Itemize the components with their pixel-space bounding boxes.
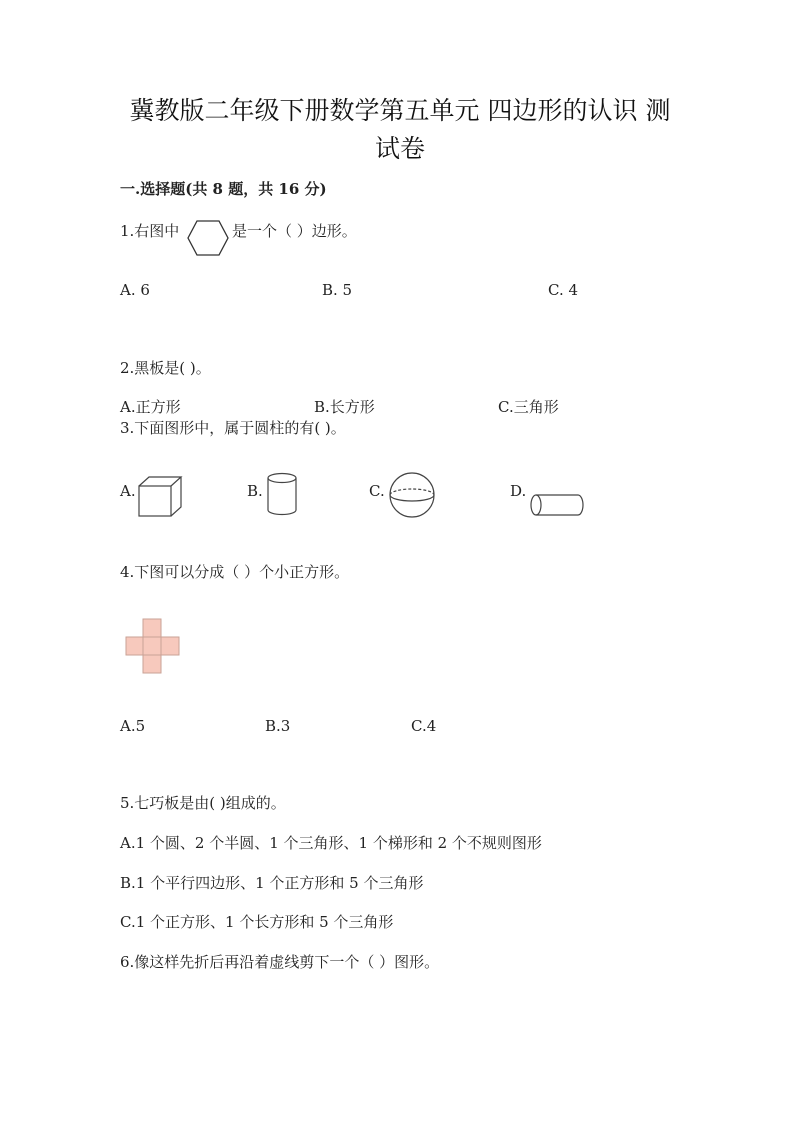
q2-option-c[interactable]: C.三角形: [498, 398, 559, 416]
q1-suffix: 是一个（ ）边形。: [232, 222, 357, 240]
q5-option-b[interactable]: B.1 个平行四边形、1 个正方形和 5 个三角形: [120, 874, 424, 892]
small-square-left: [126, 637, 144, 655]
q6-stem: 6.像这样先折后再沿着虚线剪下一个（ ）图形。: [120, 953, 440, 971]
small-square-top: [143, 619, 161, 637]
page-title: [100, 92, 700, 168]
q5-stem: 5.七巧板是由( )组成的。: [120, 794, 286, 812]
q2-option-b[interactable]: B.长方形: [314, 398, 375, 416]
title-line-1: 冀教版二年级下册数学第五单元 四边形的认识 测: [129, 96, 671, 125]
cross-squares-figure: [125, 618, 181, 674]
q2-option-a[interactable]: A.正方形: [120, 398, 181, 416]
q3-option-c[interactable]: C.: [369, 482, 385, 500]
q3-option-a[interactable]: A.: [120, 482, 136, 500]
q2-stem: 2.黑板是( )。: [120, 359, 211, 377]
small-square-right: [161, 637, 179, 655]
q4-option-c[interactable]: C.4: [411, 717, 437, 735]
sphere-figure: [388, 471, 438, 519]
q3-stem: 3.下面图形中，属于圆柱的有( )。: [120, 419, 346, 437]
q1-option-a[interactable]: A. 6: [120, 281, 150, 299]
q1-option-c[interactable]: C. 4: [548, 281, 579, 299]
q3-option-b[interactable]: B.: [247, 482, 263, 500]
q5-option-a[interactable]: A.1 个圆、2 个半圆、1 个三角形、1 个梯形和 2 个不规则图形: [120, 834, 542, 852]
q5-option-c[interactable]: C.1 个正方形、1 个长方形和 5 个三角形: [120, 913, 394, 931]
cylinder-figure: [266, 472, 300, 518]
small-square-bottom: [143, 655, 161, 673]
q3-option-d[interactable]: D.: [510, 482, 527, 500]
q4-option-a[interactable]: A.5: [120, 717, 146, 735]
q4-option-b[interactable]: B.3: [265, 717, 291, 735]
q4-stem: 4.下图可以分成（ ）个小正方形。: [120, 563, 350, 581]
hexagon-figure: [186, 219, 230, 259]
title-line-2: 试卷: [374, 134, 425, 163]
section-heading: 一.选择题(共 8 题，共 16 分): [120, 180, 327, 198]
small-square-center: [143, 637, 161, 655]
cube-figure: [137, 475, 183, 517]
q1-prefix: 1.右图中: [120, 222, 180, 240]
lying-cylinder-figure: [528, 492, 586, 520]
q1-option-b[interactable]: B. 5: [322, 281, 353, 299]
